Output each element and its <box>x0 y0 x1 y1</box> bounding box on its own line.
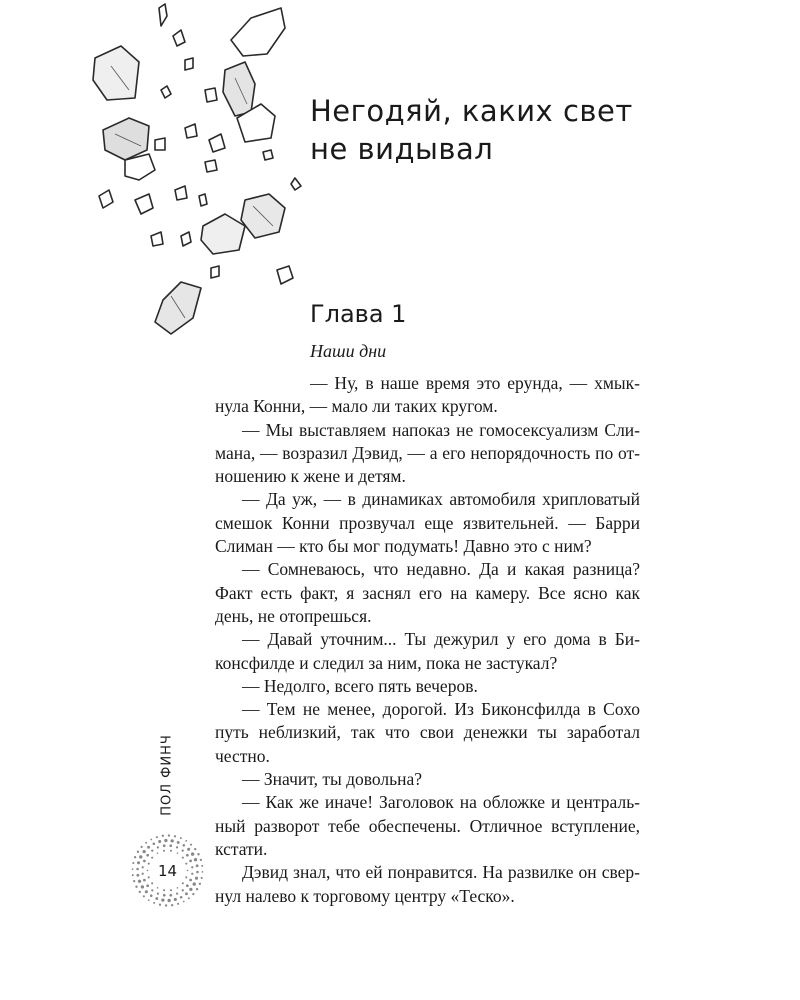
chapter-subtitle: Наши дни <box>310 341 387 361</box>
chapter-heading: Глава 1 <box>310 300 407 328</box>
page-number-badge <box>130 833 205 908</box>
text-line: Факт есть факт, я заснял его на камеру. Все ясно как <box>215 582 640 603</box>
text-line: — Значит, ты довольна? <box>242 769 423 790</box>
author-name: ПОЛ ФИНЧ <box>159 734 175 816</box>
body-text <box>215 372 640 908</box>
text-line: честно. <box>215 745 270 766</box>
text-line: мана, — возразил Дэвид, — а его непорядочность по от- <box>215 442 640 463</box>
text-line: — Как же иначе! Заголовок на обложке и централь- <box>242 792 640 813</box>
text-line: нул налево к торговому центру «Теско». <box>215 885 515 906</box>
text-line: день, не отопрешься. <box>215 605 372 626</box>
text-line: — Тем не менее, дорогой. Из Биконсфилда в Сохо <box>242 699 640 720</box>
text-line: — Сомневаюсь, что недавно. Да и какая разница? <box>242 559 640 580</box>
text-line: — Давай уточним... Ты дежурил у его дома в Би- <box>242 629 640 650</box>
title-line: не видывал <box>310 132 494 166</box>
text-line: смешок Конни прозвучал еще язвительней. — Барри <box>215 512 640 533</box>
text-line: — Мы выставляем напоказ не гомосексуализм Сли- <box>242 419 640 440</box>
text-line: путь неблизкий, так что свои денежки ты заработал <box>215 722 640 743</box>
page-number: 14 <box>157 861 178 880</box>
broken-glass-illustration <box>85 0 315 350</box>
text-line: Дэвид знал, что ей понравится. На развилке он свер- <box>242 862 640 883</box>
text-line: — Ну, в наше время это ерунда, — хмык- <box>310 373 640 393</box>
text-line: консфилде и следил за ним, пока не застукал? <box>215 652 558 673</box>
text-line: кстати. <box>215 838 268 859</box>
text-line: — Да уж, — в динамиках автомобиля хрипловатый <box>242 489 640 510</box>
text-line: ный разворот тебе обеспечены. Отличное вступление, <box>215 815 640 836</box>
running-head <box>152 735 182 815</box>
text-line: нула Конни, — мало ли таких кругом. <box>215 396 498 417</box>
text-line: — Недолго, всего пять вечеров. <box>242 675 478 696</box>
book-title <box>310 92 650 168</box>
text-line: Слиман — кто бы мог подумать! Давно это с ним? <box>215 536 592 557</box>
text-line: ношению к жене и детям. <box>215 466 406 487</box>
title-line: Негодяй, каких свет <box>310 94 633 128</box>
